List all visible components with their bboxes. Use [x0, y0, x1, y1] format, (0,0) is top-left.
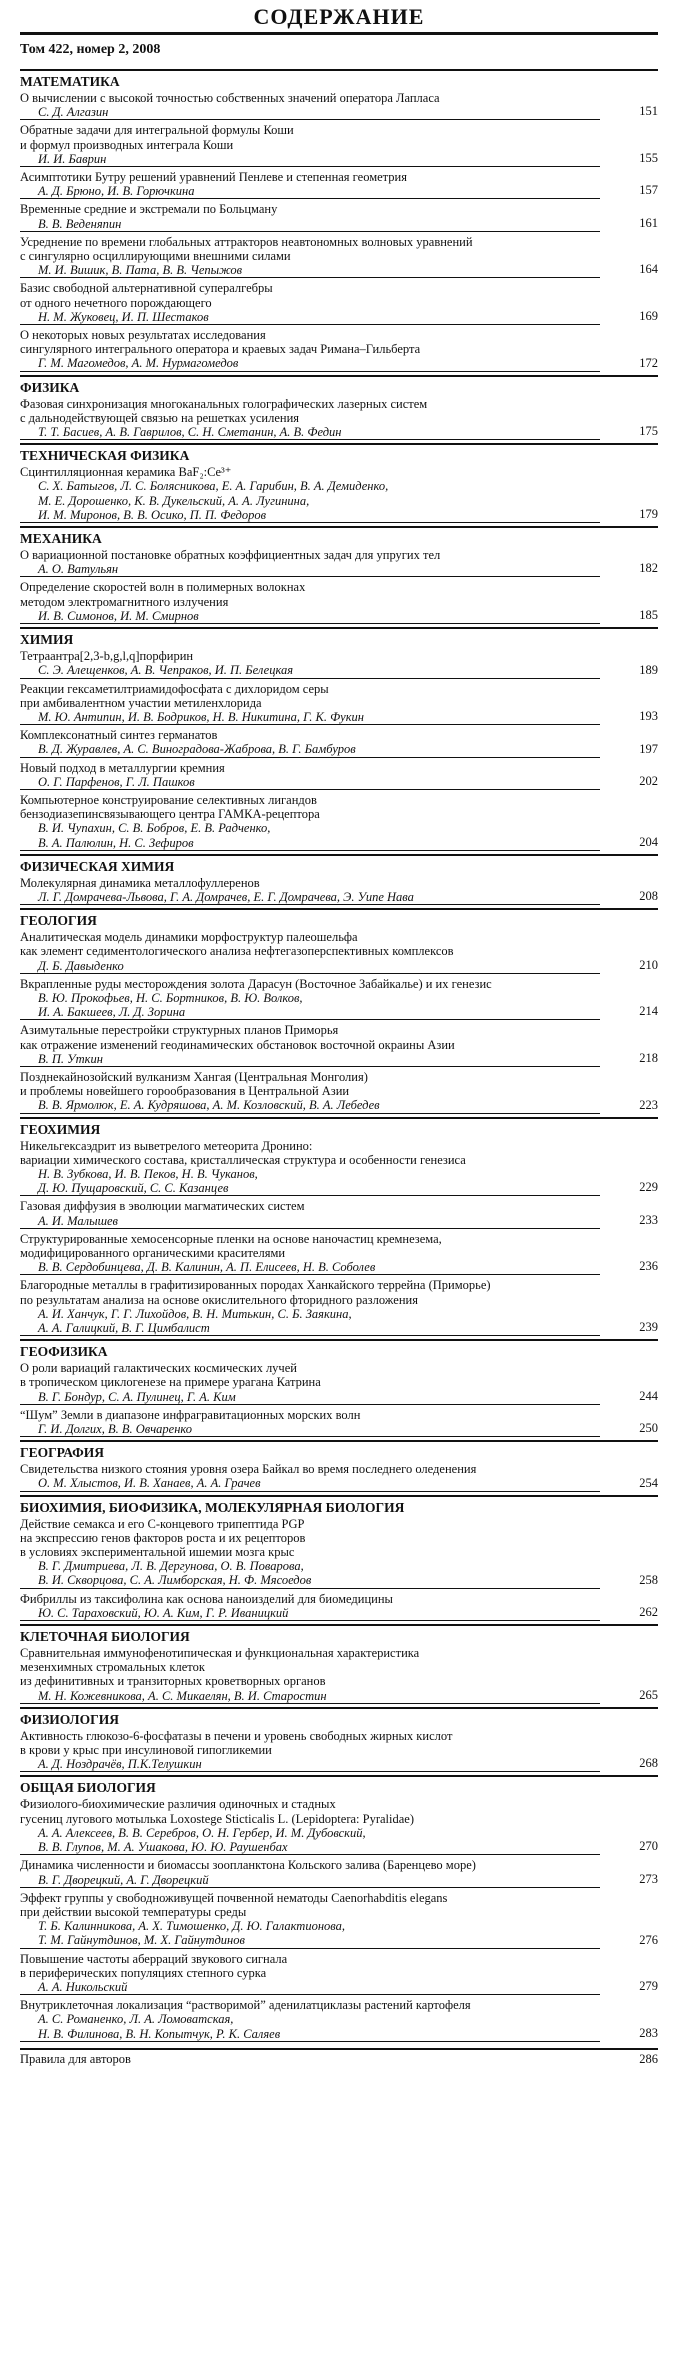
toc-entry[interactable]	[20, 1858, 658, 1887]
toc-entry[interactable]	[20, 1729, 658, 1773]
toc-entry[interactable]	[20, 397, 658, 441]
toc-entry[interactable]	[20, 1517, 658, 1589]
article-title: Сравнительная иммунофенотипическая и функциональная характеристика мезенхимных стромальных клеток из дефинитивных и транзиторных кроветворных органов	[20, 1646, 420, 1689]
section	[20, 854, 658, 905]
article-title: Газовая диффузия в эволюции магматических систем	[20, 1199, 305, 1214]
article-title: Усреднение по времени глобальных аттракторов неавтономных волновых уравнений с сингулярно осциллирующими внешними силами	[20, 234, 473, 264]
toc-entry[interactable]	[20, 1278, 658, 1336]
toc-entry[interactable]	[20, 1139, 658, 1197]
page-number: 276	[639, 1932, 658, 1947]
authors-row	[20, 1052, 600, 1067]
authors-row	[20, 742, 600, 757]
authors-row	[20, 1214, 600, 1229]
article-authors: С. Э. Алещенков, А. В. Чепраков, И. П. Белецкая	[38, 663, 294, 678]
section-title: МАТЕМАТИКА	[20, 74, 120, 89]
authors-row	[20, 1422, 600, 1437]
toc-entry[interactable]	[20, 548, 658, 577]
authors-rules-page: 286	[639, 2051, 658, 2066]
page-number: 270	[639, 1839, 658, 1854]
article-title: Повышение частоты аберраций звукового сигнала в периферических популяциях степного сурка	[20, 1951, 288, 1980]
authors-row	[20, 105, 600, 120]
article-authors: В. Д. Журавлев, А. С. Виноградова-Жаброва, В. Г. Бамбуров	[38, 742, 356, 757]
article-authors: В. В. Сердобинцева, Д. В. Калинин, А. П. Елисеев, Н. В. Соболев	[38, 1260, 376, 1275]
toc-entry[interactable]	[20, 1361, 658, 1405]
page-number: 236	[639, 1259, 658, 1274]
article-title: Физиолого-биохимические различия одиночных и стадных гусениц лугового мотылька Loxostege Sticticalis L. (Lepidoptera: Pyralidae)	[20, 1797, 415, 1826]
authors-row	[20, 1980, 600, 1995]
article-authors: И. И. Баврин	[38, 151, 107, 166]
article-title: Обратные задачи для интегральной формулы Коши и формул производных интеграла Коши	[20, 123, 294, 152]
article-authors: А. Д. Брюно, И. В. Горючкина	[38, 184, 195, 199]
article-title: Реакции гексаметилтриамидофосфата с дихлоридом серы при амбивалентном участии метиленхлорида	[20, 681, 329, 710]
toc-entry[interactable]	[20, 328, 658, 372]
page-number: 151	[639, 104, 658, 119]
article-authors: В. И. Чупахин, С. В. Бобров, Е. В. Радченко, В. А. Палюлин, Н. С. Зефиров	[38, 821, 271, 850]
section-title: ФИЗИЧЕСКАЯ ХИМИЯ	[20, 858, 175, 874]
article-authors: С. Д. Алгазин	[38, 105, 109, 120]
toc-entry[interactable]	[20, 123, 658, 167]
section-title: МЕХАНИКА	[20, 531, 102, 547]
authors-row	[20, 184, 600, 199]
page-number: 169	[639, 309, 658, 324]
section-title: ГЕОГРАФИЯ	[20, 1445, 104, 1461]
page-number: 172	[639, 355, 658, 370]
authors-row	[20, 663, 600, 678]
article-title: О некоторых новых результатах исследования сингулярного интегрального оператора и краевых задач Римана–Гильберта	[20, 328, 421, 357]
article-authors: А. И. Малышев	[38, 1213, 118, 1228]
authors-row	[20, 959, 600, 974]
toc-entry[interactable]	[20, 202, 658, 231]
title-rule	[20, 32, 658, 35]
page-number: 164	[639, 262, 658, 277]
article-authors: В. В. Ярмолюк, Е. А. Кудряшова, А. М. Козловский, В. А. Лебедев	[38, 1098, 380, 1113]
authors-row	[20, 1559, 600, 1588]
toc-entry[interactable]	[20, 930, 658, 974]
article-title: Определение скоростей волн в полимерных волокнах методом электромагнитного излучения	[20, 580, 306, 609]
article-authors: Г. М. Магомедов, А. М. Нурмагомедов	[38, 356, 239, 371]
authors-row	[20, 775, 600, 790]
section-title: ХИМИЯ	[20, 632, 74, 648]
authors-row	[20, 1167, 600, 1196]
section-title: ОБЩАЯ БИОЛОГИЯ	[20, 1780, 156, 1796]
page-number: 273	[639, 1871, 658, 1886]
toc-entry[interactable]	[20, 1232, 658, 1276]
toc-entry[interactable]	[20, 235, 658, 279]
article-title: Аналитическая модель динамики морфоструктур палеошельфа как элемент седиментологического анализа нефтегазоперспективных комплексов	[20, 930, 454, 959]
toc-entry[interactable]	[20, 1952, 658, 1996]
article-authors: А. Д. Ноздрачёв, П.К.Телушкин	[38, 1757, 202, 1772]
article-authors: Н. В. Зубкова, И. В. Пеков, Н. В. Чуканов, Д. Ю. Пущаровский, С. С. Казанцев	[38, 1166, 258, 1196]
section	[20, 375, 658, 441]
authors-rules-entry[interactable]	[20, 2050, 658, 2066]
authors-row	[20, 1919, 600, 1948]
toc-entry[interactable]	[20, 761, 658, 790]
page-number: 193	[639, 709, 658, 724]
section-title: КЛЕТОЧНАЯ БИОЛОГИЯ	[20, 1629, 190, 1645]
page-number: 175	[639, 424, 658, 439]
section	[20, 69, 658, 372]
toc-entry[interactable]	[20, 1891, 658, 1949]
article-authors: В. Г. Дмитриева, Л. В. Дергунова, О. В. Поварова, В. И. Скворцова, С. А. Лимборская, Н. Ф. Мясоедов	[38, 1559, 312, 1588]
article-title: Новый подход в металлургии кремния	[20, 760, 225, 775]
article-title: О вычислении с высокой точностью собственных значений оператора Лапласа	[20, 91, 440, 105]
article-authors: Л. Г. Домрачева-Львова, Г. А. Домрачев, Е. Г. Домрачева, Э. Уипе Нава	[38, 889, 414, 904]
authors-row	[20, 1476, 600, 1491]
page-number: 185	[639, 608, 658, 623]
toc-entry[interactable]	[20, 91, 658, 120]
section	[20, 1775, 658, 2041]
toc-entry[interactable]	[20, 1408, 658, 1437]
article-authors: В. Г. Дворецкий, А. Г. Дворецкий	[38, 1872, 209, 1887]
section-title: БИОХИМИЯ, БИОФИЗИКА, МОЛЕКУЛЯРНАЯ БИОЛОГИЯ	[20, 1499, 405, 1515]
page-title: СОДЕРЖАНИЕ	[253, 4, 425, 29]
article-title: Компьютерное конструирование селективных лигандов бензодиазепинсвязывающего центра ГАМКА-рецептора	[20, 792, 320, 822]
article-authors: А. А. Никольский	[38, 1979, 128, 1994]
toc-entry[interactable]	[20, 1462, 658, 1491]
authors-rules-label: Правила для авторов	[20, 2051, 131, 2066]
toc-entry[interactable]	[20, 1646, 658, 1704]
page-number: 210	[639, 957, 658, 972]
page-number: 229	[639, 1180, 658, 1195]
article-authors: В. Ю. Прокофьев, Н. С. Бортников, В. Ю. Волков, И. А. Бакшеев, Л. Д. Зорина	[38, 990, 303, 1020]
article-title: “Шум” Земли в диапазоне инфрагравитационных морских волн	[20, 1407, 361, 1422]
article-title: Асимптотики Бутру решений уравнений Пенлеве и степенная геометрия	[20, 170, 407, 185]
authors-row	[20, 1689, 600, 1704]
page-number: 265	[639, 1687, 658, 1702]
authors-row	[20, 890, 600, 905]
page-number: 254	[639, 1475, 658, 1490]
section-title: ФИЗИОЛОГИЯ	[20, 1711, 119, 1727]
article-authors: С. Х. Батыгов, Л. С. Болясникова, Е. А. Гарибин, В. А. Демиденко, М. Е. Дорошенко, К. В. Дукельский, А. А. Лугинина, И. М. Миронов, В. В. Осико, П. П. Федоров	[38, 479, 389, 522]
article-authors: Т. Т. Басиев, А. В. Гаврилов, С. Н. Сметанин, А. В. Федин	[38, 425, 342, 440]
authors-row	[20, 310, 600, 325]
toc-entry[interactable]	[20, 1592, 658, 1621]
section-title: ГЕОЛОГИЯ	[20, 913, 97, 929]
section-title: ФИЗИКА	[20, 379, 80, 395]
authors-row	[20, 1606, 600, 1621]
page-number: 283	[639, 2025, 658, 2040]
article-authors: А. С. Романенко, Л. А. Ломоватская, Н. В. Филинова, В. Н. Копытчук, Р. К. Саляев	[38, 2012, 281, 2041]
article-title: Фазовая синхронизация многоканальных голографических лазерных систем с дальнодействующей связью на решетках усиления	[20, 396, 428, 425]
section	[20, 627, 658, 851]
article-authors: А. О. Ватульян	[38, 562, 119, 577]
page-number: 161	[639, 215, 658, 230]
page-number: 258	[639, 1572, 658, 1587]
section	[20, 1624, 658, 1704]
article-title: Активность глюкозо-6-фосфатазы в печени и уровень свободных жирных кислот в крови у крыс при инсулиновой гипогликемии	[20, 1728, 453, 1758]
toc-entry[interactable]	[20, 649, 658, 678]
page-number: 208	[639, 889, 658, 904]
page-number: 250	[639, 1421, 658, 1436]
toc-entry[interactable]	[20, 1070, 658, 1114]
section-title: ГЕОХИМИЯ	[20, 1121, 101, 1137]
article-title: О вариационной постановке обратных коэффициентных задач для упругих тел	[20, 548, 441, 563]
authors-row	[20, 1390, 600, 1405]
article-title: Внутриклеточная локализация “растворимой” аденилатциклазы растений картофеля	[20, 1998, 471, 2013]
toc-entry[interactable]	[20, 1998, 658, 2042]
article-authors: Т. Б. Калинникова, А. Х. Тимошенко, Д. Ю. Галактионова, Т. М. Гайнутдинов, М. Х. Гайнутдинов	[38, 1919, 345, 1948]
authors-row	[20, 1873, 600, 1888]
authors-row	[20, 425, 600, 440]
article-title: Никельгексаэдрит из выветрелого метеорита Дронино: вариации химического состава, кристаллическая структура и особенности генезиса	[20, 1138, 466, 1167]
article-title: Свидетельства низкого стояния уровня озера Байкал во время последнего оледенения	[20, 1462, 477, 1477]
authors-row	[20, 356, 600, 371]
page-number: 179	[639, 507, 658, 522]
authors-row	[20, 217, 600, 232]
toc-entry[interactable]	[20, 465, 658, 523]
article-title: Базис свободной альтернативной супералгебры от одного нечетного порождающего	[20, 281, 273, 310]
page-number: 279	[639, 1979, 658, 1994]
article-authors: А. А. Алексеев, В. В. Серебров, О. Н. Гербер, И. М. Дубовский, В. В. Глупов, М. А. Ушакова, Ю. Ю. Раушенбах	[38, 1825, 366, 1855]
toc-entry[interactable]	[20, 876, 658, 905]
page-number: 189	[639, 662, 658, 677]
page-number: 214	[639, 1004, 658, 1019]
page-number: 182	[639, 561, 658, 576]
section-title: ТЕХНИЧЕСКАЯ ФИЗИКА	[20, 448, 190, 464]
article-title: Эффект группы у свободноживущей почвенной нематоды Caenorhabditis elegans при действии высокой температуры среды	[20, 1890, 448, 1919]
page-number: 204	[639, 834, 658, 849]
section	[20, 1440, 658, 1491]
toc-entry[interactable]	[20, 170, 658, 199]
section	[20, 443, 658, 523]
article-title: Динамика численности и биомассы зоопланктона Кольского залива (Баренцево море)	[20, 1858, 476, 1873]
toc-entry[interactable]	[20, 682, 658, 726]
section-title: ГЕОФИЗИКА	[20, 1344, 108, 1360]
article-title: Вкрапленные руды месторождения золота Дарасун (Восточное Забайкалье) и их генезис	[20, 976, 492, 991]
authors-row	[20, 562, 600, 577]
article-authors: М. И. Вишик, В. Пата, В. В. Чепыжов	[38, 263, 243, 278]
article-title: Молекулярная динамика металлофуллеренов	[20, 875, 260, 890]
section	[20, 1707, 658, 1773]
volume-line: Том 422, номер 2, 2008	[20, 42, 161, 57]
authors-row	[20, 821, 600, 850]
article-title: Комплексонатный синтез германатов	[20, 728, 218, 743]
section	[20, 526, 658, 624]
authors-row	[20, 152, 600, 167]
toc-entry[interactable]	[20, 580, 658, 624]
section	[20, 908, 658, 1113]
authors-row	[20, 1260, 600, 1275]
toc-entry[interactable]	[20, 977, 658, 1021]
article-authors: М. Н. Кожевникова, А. С. Микаелян, В. И. Старостин	[38, 1688, 327, 1703]
page-number: 157	[639, 183, 658, 198]
article-authors: Д. Б. Давыденко	[38, 958, 124, 973]
page-number: 223	[639, 1097, 658, 1112]
article-title: Временные средние и экстремали по Больцману	[20, 202, 278, 217]
authors-row	[20, 710, 600, 725]
authors-row	[20, 1307, 600, 1336]
toc-entry[interactable]	[20, 728, 658, 757]
section	[20, 1117, 658, 1337]
page-number: 202	[639, 773, 658, 788]
page-number: 155	[639, 151, 658, 166]
article-title: Позднекайнозойский вулканизм Хангая (Центральная Монголия) и проблемы новейшего горообразования в Центральной Азии	[20, 1069, 368, 1099]
authors-row	[20, 1757, 600, 1772]
authors-row	[20, 263, 600, 278]
article-title: Сцинтилляционная керамика BaF₂:Ce³⁺	[20, 465, 232, 480]
article-authors: В. В. Веденяпин	[38, 216, 122, 231]
toc-entry[interactable]	[20, 1797, 658, 1855]
section	[20, 1495, 658, 1621]
sections-container	[20, 69, 658, 2042]
article-title: Структурированные хемосенсорные пленки на основе наночастиц кремнезема, модифицированного органическими красителями	[20, 1231, 442, 1260]
article-authors: М. Ю. Антипин, И. В. Бодриков, Н. В. Никитина, Г. К. Фукин	[38, 709, 365, 724]
page-number: 197	[639, 741, 658, 756]
article-title: Фибриллы из таксифолина как основа наноизделий для биомедицины	[20, 1591, 393, 1606]
page-number: 262	[639, 1605, 658, 1620]
page-number: 268	[639, 1756, 658, 1771]
article-title: Азимутальные перестройки структурных планов Приморья как отражение изменений геодинамических обстановок восточной окраины Азии	[20, 1023, 455, 1052]
article-authors: Н. М. Жуковец, И. П. Шестаков	[38, 309, 209, 324]
section	[20, 1339, 658, 1437]
article-authors: А. И. Ханчук, Г. Г. Лихойдов, В. Н. Митькин, С. Б. Заякина, А. А. Галицкий, В. Г. Цимбалист	[38, 1306, 352, 1336]
authors-row	[20, 609, 600, 624]
article-authors: О. М. Хлыстов, И. В. Ханаев, А. А. Грачев	[38, 1476, 261, 1491]
article-title: Действие семакса и его C-концевого трипептида PGP на экспрессию генов факторов роста и их рецепторов в условиях экспериментальной ишемии мозга крыс	[20, 1516, 306, 1560]
authors-row	[20, 479, 600, 523]
authors-row	[20, 991, 600, 1020]
toc-entry[interactable]	[20, 793, 658, 851]
page-number: 244	[639, 1388, 658, 1403]
toc-entry[interactable]	[20, 1023, 658, 1067]
article-authors: Ю. С. Тараховский, Ю. А. Ким, Г. Р. Иваницкий	[38, 1605, 289, 1620]
toc-entry[interactable]	[20, 1199, 658, 1228]
page-number: 233	[639, 1212, 658, 1227]
toc-entry[interactable]	[20, 281, 658, 325]
page-number: 239	[639, 1320, 658, 1335]
authors-row	[20, 1826, 600, 1855]
article-title: Тетраантра[2,3-b,g,l,q]порфирин	[20, 649, 194, 664]
authors-row	[20, 2012, 600, 2041]
article-authors: Г. И. Долгих, В. В. Овчаренко	[38, 1422, 193, 1437]
article-authors: В. П. Уткин	[38, 1051, 103, 1066]
article-title: О роли вариаций галактических космических лучей в тропическом циклогенезе на примере урагана Катрина	[20, 1361, 321, 1390]
article-authors: В. Г. Бондур, С. А. Пулинец, Г. А. Ким	[38, 1389, 236, 1404]
article-title: Благородные металлы в графитизированных породах Ханкайского террейна (Приморье) по результатам анализа на основе окислительного фторидного разложения	[20, 1278, 491, 1307]
authors-row	[20, 1098, 600, 1113]
page-number: 218	[639, 1050, 658, 1065]
article-authors: И. В. Симонов, И. М. Смирнов	[38, 608, 199, 623]
article-authors: О. Г. Парфенов, Г. Л. Пашков	[38, 774, 195, 789]
